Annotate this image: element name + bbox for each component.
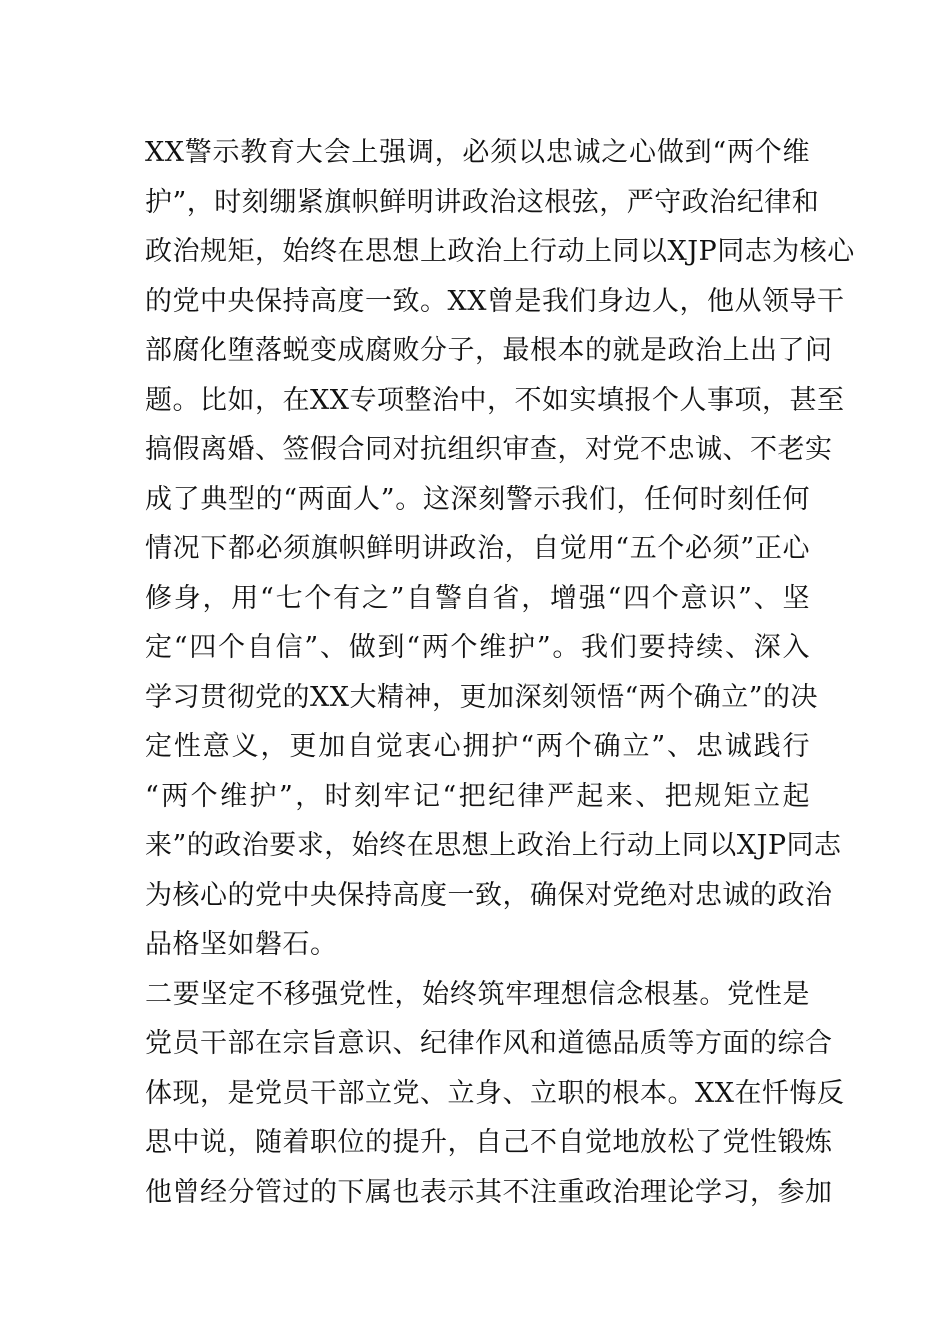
text-line: XX警示教育大会上强调，必须以忠诚之心做到“两个维 <box>145 137 810 168</box>
text-line: 情况下都必须旗帜鲜明讲政治，自觉用“五个必须”正心 <box>145 533 810 564</box>
text-line: 成了典型的“两面人”。这深刻警示我们，任何时刻任何 <box>145 483 810 515</box>
text-line: “两个维护”，时刻牢记“把纪律严起来、把规矩立起 <box>145 780 810 812</box>
document-body <box>145 128 855 1217</box>
text-line: 二要坚定不移强党性，始终筑牢理想信念根基。党性是 <box>145 978 810 1010</box>
text-line: 护”，时刻绷紧旗帜鲜明讲政治这根弦，严守政治纪律和 <box>145 186 820 218</box>
paragraph-1 <box>145 128 855 970</box>
text-line: 部腐化堕落蜕变成腐败分子，最根本的就是政治上出了问 <box>145 335 833 366</box>
text-line: 政治规矩，始终在思想上政治上行动上同以XJP同志为核心 <box>145 236 855 267</box>
text-line: 品格坚如磐石。 <box>145 929 338 960</box>
text-line: 为核心的党中央保持高度一致，确保对党绝对忠诚的政治 <box>145 879 833 911</box>
text-line: 定“四个自信”、做到“两个维护”。我们要持续、深入 <box>145 632 810 663</box>
text-line: 学习贯彻党的XX大精神，更加深刻领悟“两个确立”的决 <box>145 681 819 713</box>
text-line: 题。比如，在XX专项整治中，不如实填报个人事项，甚至 <box>145 384 845 416</box>
text-line: 他曾经分管过的下属也表示其不注重政治理论学习，参加 <box>145 1176 833 1208</box>
text-line: 党员干部在宗旨意识、纪律作风和道德品质等方面的综合 <box>145 1028 833 1059</box>
text-line: 来”的政治要求，始终在思想上政治上行动上同以XJP同志 <box>145 830 842 861</box>
text-line: 的党中央保持高度一致。XX曾是我们身边人，他从领导干 <box>145 285 845 317</box>
text-line: 修身，用“七个有之”自警自省，增强“四个意识”、坚 <box>145 582 810 614</box>
text-line: 体现，是党员干部立党、立身、立职的根本。XX在忏悔反 <box>145 1077 845 1109</box>
text-line: 定性意义，更加自觉衷心拥护“两个确立”、忠诚践行 <box>145 731 810 762</box>
text-line: 搞假离婚、签假合同对抗组织审查，对党不忠诚、不老实 <box>145 434 833 465</box>
text-line: 思中说，随着职位的提升，自己不自觉地放松了党性锻炼 <box>145 1127 833 1158</box>
paragraph-2 <box>145 970 845 1218</box>
